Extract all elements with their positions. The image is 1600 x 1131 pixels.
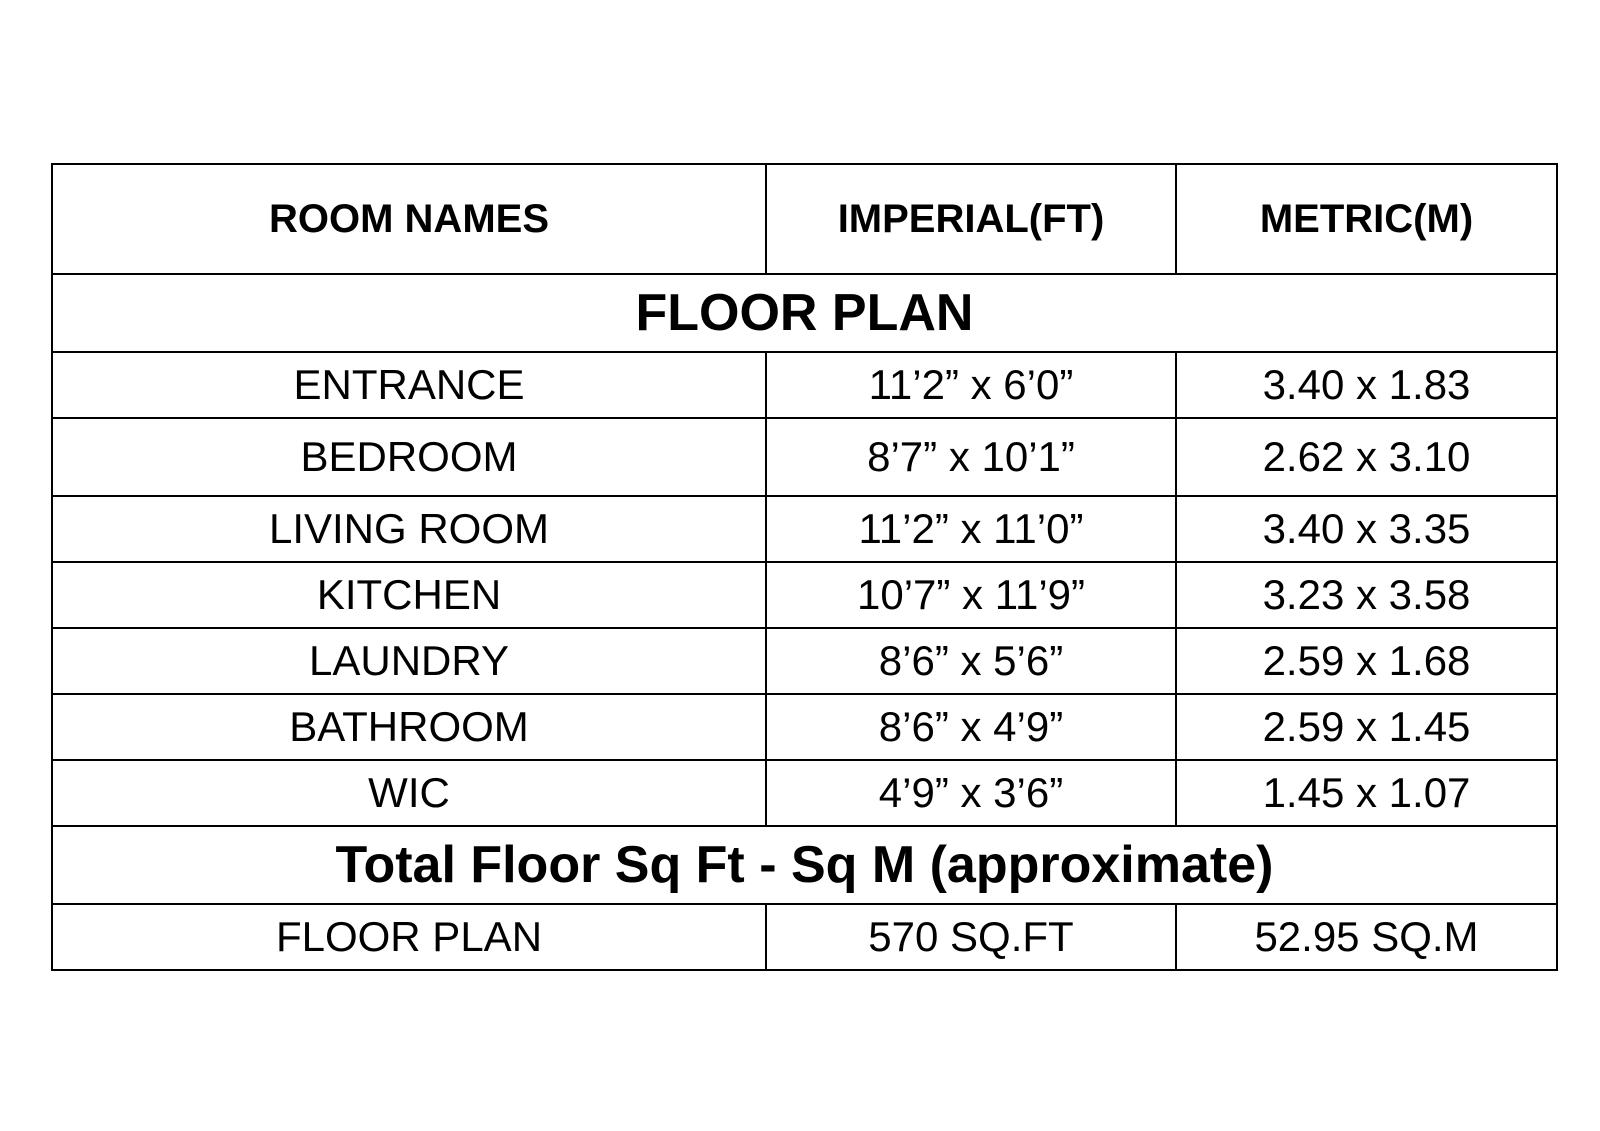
room-metric: 3.40 x 3.35 xyxy=(1176,496,1557,562)
table-row xyxy=(52,496,1557,562)
room-name: ENTRANCE xyxy=(52,352,766,418)
room-metric: 2.59 x 1.45 xyxy=(1176,694,1557,760)
room-metric: 1.45 x 1.07 xyxy=(1176,760,1557,826)
table-row xyxy=(52,628,1557,694)
room-name: BEDROOM xyxy=(52,418,766,496)
room-name: BATHROOM xyxy=(52,694,766,760)
room-metric: 2.62 x 3.10 xyxy=(1176,418,1557,496)
header-imperial: IMPERIAL(FT) xyxy=(766,164,1176,274)
total-heading: Total Floor Sq Ft - Sq M (approximate) xyxy=(52,826,1557,904)
room-name: WIC xyxy=(52,760,766,826)
table-row xyxy=(52,562,1557,628)
total-name: FLOOR PLAN xyxy=(52,904,766,970)
header-metric: METRIC(M) xyxy=(1176,164,1557,274)
section-title-row xyxy=(52,274,1557,352)
room-imperial: 4’9” x 3’6” xyxy=(766,760,1176,826)
table-row xyxy=(52,418,1557,496)
room-name: KITCHEN xyxy=(52,562,766,628)
table-row xyxy=(52,694,1557,760)
room-imperial: 10’7” x 11’9” xyxy=(766,562,1176,628)
header-room-names: ROOM NAMES xyxy=(52,164,766,274)
table-row xyxy=(52,760,1557,826)
table-header-row xyxy=(52,164,1557,274)
room-metric: 3.23 x 3.58 xyxy=(1176,562,1557,628)
room-imperial: 11’2” x 6’0” xyxy=(766,352,1176,418)
room-imperial: 8’6” x 4’9” xyxy=(766,694,1176,760)
room-metric: 2.59 x 1.68 xyxy=(1176,628,1557,694)
total-imperial: 570 SQ.FT xyxy=(766,904,1176,970)
room-dimensions-table xyxy=(51,163,1558,971)
table-row xyxy=(52,352,1557,418)
room-name: LIVING ROOM xyxy=(52,496,766,562)
total-heading-row xyxy=(52,826,1557,904)
room-imperial: 8’6” x 5’6” xyxy=(766,628,1176,694)
room-name: LAUNDRY xyxy=(52,628,766,694)
total-metric: 52.95 SQ.M xyxy=(1176,904,1557,970)
room-metric: 3.40 x 1.83 xyxy=(1176,352,1557,418)
room-imperial: 8’7” x 10’1” xyxy=(766,418,1176,496)
room-imperial: 11’2” x 11’0” xyxy=(766,496,1176,562)
section-title: FLOOR PLAN xyxy=(52,274,1557,352)
total-row xyxy=(52,904,1557,970)
